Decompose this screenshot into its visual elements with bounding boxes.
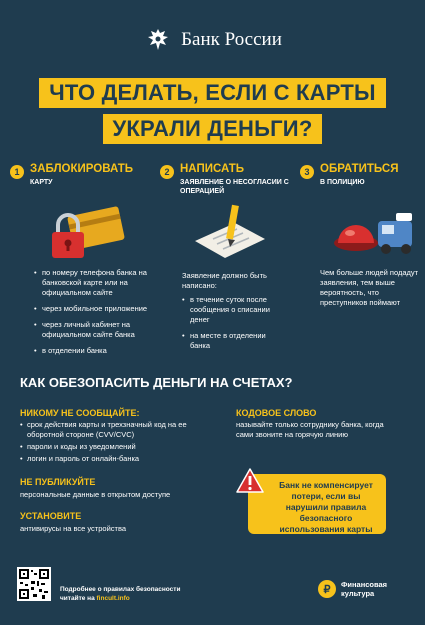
footer-line-1: Подробнее о правилах безопасности bbox=[60, 586, 181, 593]
never-tell-list bbox=[20, 420, 210, 466]
header bbox=[0, 22, 425, 58]
fincult-link[interactable]: fincult.info bbox=[96, 595, 130, 602]
step-subtitle: КАРТУ bbox=[30, 179, 53, 186]
dont-publish-heading: НЕ ПУБЛИКУЙТЕ bbox=[20, 477, 96, 487]
list-item: • логин и пароль от онлайн-банка bbox=[20, 454, 210, 464]
list-item: • в отделении банка bbox=[34, 346, 159, 356]
safety-title: КАК ОБЕЗОПАСИТЬ ДЕНЬГИ НА СЧЕТАХ? bbox=[20, 375, 293, 390]
warning-box bbox=[248, 474, 386, 534]
double-headed-eagle-icon bbox=[143, 25, 173, 55]
steps-section bbox=[10, 163, 419, 363]
list-item: • по номеру телефона банка на банковской карте или на официальном сайте bbox=[34, 268, 159, 298]
step-number: 2 bbox=[160, 165, 174, 179]
footer-line-2 bbox=[60, 594, 180, 603]
step-subtitle: В ПОЛИЦИЮ bbox=[320, 179, 365, 186]
step-police bbox=[300, 163, 425, 187]
ruble-coin-icon: ₽ bbox=[318, 580, 336, 598]
step-number: 3 bbox=[300, 165, 314, 179]
list-item: • пароли и коды из уведомлений bbox=[20, 442, 210, 452]
code-word-text: называйте только сотруднику банка, когда сами звоните на горячую линию bbox=[236, 420, 384, 439]
step-block-block bbox=[10, 163, 145, 187]
footer-line-2-prefix: читайте на bbox=[60, 595, 97, 602]
list-item: • через мобильное приложение bbox=[34, 304, 159, 314]
step-title: ОБРАТИТЬСЯ bbox=[320, 163, 399, 175]
step-subtitle: ЗАЯВЛЕНИЕ О НЕСОГЛАСИИ С ОПЕРАЦИЕЙ bbox=[180, 179, 289, 195]
title-line-2: УКРАЛИ ДЕНЬГИ? bbox=[103, 114, 323, 144]
document-pen-icon bbox=[185, 203, 285, 263]
statement-conditions-list bbox=[182, 295, 282, 357]
page-title bbox=[0, 78, 425, 150]
qr-code-icon[interactable] bbox=[17, 567, 51, 601]
statement-note: Заявление должно быть написано: bbox=[182, 271, 267, 290]
bank-name: Банк России bbox=[181, 29, 282, 50]
never-tell-heading: НИКОМУ НЕ СООБЩАЙТЕ: bbox=[20, 408, 140, 418]
financial-culture-logo-text bbox=[341, 580, 387, 598]
install-heading: УСТАНОВИТЕ bbox=[20, 511, 82, 521]
list-item: • через личный кабинет на официальном сайте банка bbox=[34, 320, 159, 340]
step-title: ЗАБЛОКИРОВАТЬ bbox=[30, 163, 134, 175]
list-item: • в течение суток после сообщения о списании денег bbox=[182, 295, 282, 325]
step-title: НАПИСАТЬ bbox=[180, 163, 245, 175]
block-methods-list bbox=[34, 268, 159, 362]
install-text: антивирусы на все устройства bbox=[20, 524, 127, 533]
step-number: 1 bbox=[10, 165, 24, 179]
police-note: Чем больше людей подадут заявления, тем выше вероятность, что преступников поймают bbox=[320, 268, 419, 307]
fc-line-1: Финансовая bbox=[341, 580, 388, 589]
warning-triangle-icon bbox=[236, 468, 264, 494]
list-item: • срок действия карты и трехзначный код на ее оборотной стороне (CVV/CVC) bbox=[20, 420, 210, 440]
police-car-icon bbox=[330, 203, 425, 263]
list-item: • на месте в отделении банка bbox=[182, 331, 282, 351]
title-line-1: ЧТО ДЕЛАТЬ, ЕСЛИ С КАРТЫ bbox=[39, 78, 385, 108]
fc-line-2: культура bbox=[341, 589, 375, 598]
code-word-heading: КОДОВОЕ СЛОВО bbox=[236, 408, 317, 418]
footer-more-info bbox=[60, 585, 180, 603]
warning-text: Банк не компенсирует потери, если вы нарушили правила безопасного использования карты bbox=[279, 480, 373, 534]
padlock-card-icon bbox=[40, 203, 140, 263]
step-write bbox=[160, 163, 295, 196]
dont-publish-text: персональные данные в открытом доступе bbox=[20, 490, 171, 499]
